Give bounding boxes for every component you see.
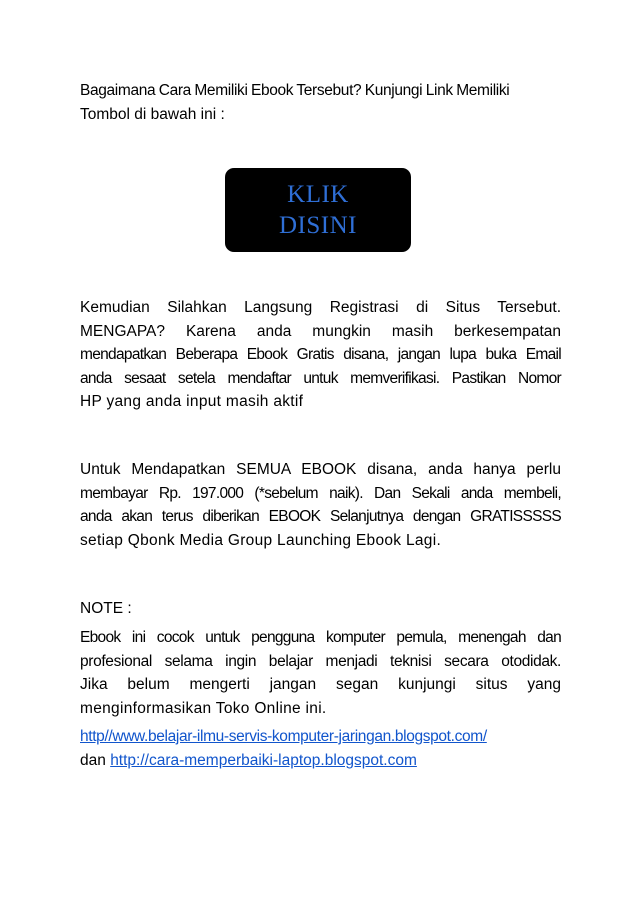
note-heading: NOTE : bbox=[80, 600, 132, 617]
button-label-line-1: KLIK bbox=[287, 181, 349, 208]
para1-line-1: Kemudian Silahkan Langsung Registrasi di Situs Tersebut. bbox=[80, 299, 561, 316]
note-line-4: menginformasikan Toko Online ini. bbox=[80, 699, 327, 717]
para1-line-4: anda sesaat setela mendaftar untuk memverifikasi. Pastikan Nomor bbox=[80, 369, 561, 387]
note-line-1: Ebook ini cocok untuk pengguna komputer pemula, menengah dan bbox=[80, 629, 561, 646]
note-section bbox=[80, 597, 561, 621]
intro-line-2: Tombol di bawah ini : bbox=[80, 105, 225, 123]
intro-line-1: Bagaimana Cara Memiliki Ebook Tersebut? Kunjungi Link Memiliki bbox=[80, 82, 510, 99]
para2-line-1: Untuk Mendapatkan SEMUA EBOOK disana, anda hanya perlu bbox=[80, 461, 561, 478]
para1-line-5: HP yang anda input masih aktif bbox=[80, 393, 304, 410]
paragraph-ebook bbox=[80, 458, 561, 552]
note-link-line-2 bbox=[80, 749, 561, 773]
para2-line-2: membayar Rp. 197.000 (*sebelum naik). Dan Sekali anda membeli, bbox=[80, 484, 561, 502]
intro-text bbox=[80, 79, 561, 126]
para1-line-3: mendapatkan Beberapa Ebook Gratis disana, jangan lupa buka Email bbox=[80, 346, 561, 363]
note-link-line-1 bbox=[80, 725, 561, 749]
link-connector: dan bbox=[80, 751, 106, 769]
paragraph-registrasi bbox=[80, 296, 561, 414]
button-label-line-2: DISINI bbox=[279, 212, 357, 239]
blog-link-servis-komputer[interactable]: http//www.belajar-ilmu-servis-komputer-jaringan.blogspot.com/ bbox=[80, 728, 487, 745]
note-body bbox=[80, 626, 561, 772]
para2-line-3: anda akan terus diberikan EBOOK Selanjutnya dengan GRATISSSSS bbox=[80, 508, 561, 525]
para2-line-4: setiap Qbonk Media Group Launching Ebook Lagi. bbox=[80, 531, 442, 549]
note-line-3: Jika belum mengerti jangan segan kunjungi situs yang bbox=[80, 676, 561, 693]
para1-line-2: MENGAPA? Karena anda mungkin masih berkesempatan bbox=[80, 322, 561, 340]
klik-disini-button[interactable] bbox=[225, 168, 411, 252]
note-line-2: profesional selama ingin belajar menjadi teknisi secara otodidak. bbox=[80, 652, 561, 670]
blog-link-memperbaiki-laptop[interactable]: http://cara-memperbaiki-laptop.blogspot.com bbox=[110, 751, 417, 769]
